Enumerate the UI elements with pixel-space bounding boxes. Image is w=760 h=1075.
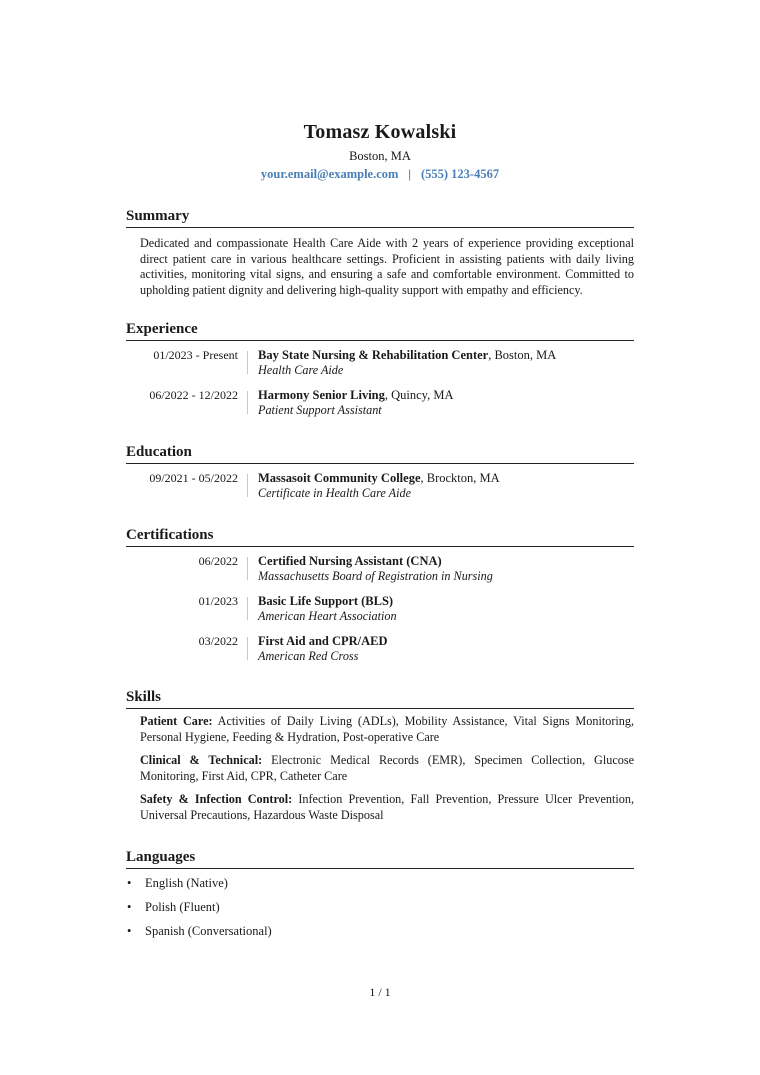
entry-divider [247, 597, 248, 620]
language-item [126, 900, 634, 924]
email-link[interactable]: your.email@example.com [260, 167, 399, 181]
entry-org: First Aid and CPR/AED [258, 634, 388, 648]
languages-section [126, 849, 634, 948]
page-number: 1 / 1 [369, 985, 391, 999]
summary-heading: Summary [126, 208, 634, 228]
entry-date: 06/2022 [198, 554, 238, 568]
entry-issuer: American Red Cross [258, 649, 359, 663]
entry-date: 09/2021 - 05/2022 [149, 471, 238, 485]
contact-separator: | [408, 167, 411, 181]
entry-divider [247, 557, 248, 580]
entry-place: , Brockton, MA [420, 471, 500, 485]
entry-date: 03/2022 [198, 634, 238, 648]
entry-role: Certificate in Health Care Aide [258, 486, 411, 500]
entry-place: , Boston, MA [488, 348, 557, 362]
skills-section [126, 689, 634, 831]
language-item [126, 876, 634, 900]
entry-title [258, 634, 388, 649]
certification-entry [126, 554, 634, 594]
skill-text: Electronic Medical Records (EMR), Specimen Collection, Glucose Monitoring, First Aid, CPR, Catheter Care [140, 753, 634, 783]
entry-org: Bay State Nursing & Rehabilitation Center [258, 348, 489, 362]
entry-title [258, 348, 556, 363]
entry-org: Certified Nursing Assistant (CNA) [258, 554, 442, 568]
skill-text: Infection Prevention, Fall Prevention, Pressure Ulcer Prevention, Universal Precautions, Hazardous Waste Disposal [140, 792, 634, 822]
entry-issuer: Massachusetts Board of Registration in Nursing [258, 569, 493, 583]
entry-divider [247, 391, 248, 414]
certification-entry [126, 594, 634, 634]
skill-text: Activities of Daily Living (ADLs), Mobility Assistance, Vital Signs Monitoring, Personal Hygiene, Feeding & Hydration, Post-operative Care [140, 714, 634, 744]
certification-entry [126, 634, 634, 674]
experience-entry [126, 388, 634, 428]
skill-group [140, 714, 634, 745]
bullet-icon: • [127, 924, 132, 938]
language-item [126, 924, 634, 948]
skill-label: Safety & Infection Control: [140, 792, 293, 806]
entry-divider [247, 474, 248, 497]
skill-group [140, 753, 634, 784]
bullet-icon: • [127, 900, 132, 914]
summary-text: Dedicated and compassionate Health Care Aide with 2 years of experience providing exceptional direct patient care in various healthcare settings. Proficient in assisting patients with daily living activities, monitoring vital signs, and ensuring a safe and comfortable environment. Committed to upholding patient dignity and delivering high-quality support with empathy and efficiency. [140, 236, 634, 297]
summary-section [126, 208, 634, 298]
entry-org: Harmony Senior Living [258, 388, 385, 402]
entry-place: , Quincy, MA [384, 388, 454, 402]
skill-label: Clinical & Technical: [140, 753, 263, 767]
education-heading: Education [126, 444, 634, 464]
entry-org: Massasoit Community College [258, 471, 421, 485]
certifications-heading: Certifications [126, 527, 634, 547]
skill-label: Patient Care: [140, 714, 213, 728]
entry-divider [247, 351, 248, 374]
experience-section [126, 321, 634, 428]
entry-divider [247, 637, 248, 660]
entry-title [258, 554, 442, 569]
entry-title [258, 388, 454, 403]
entry-date: 01/2023 [198, 594, 238, 608]
entry-org: Basic Life Support (BLS) [258, 594, 394, 608]
education-entry [126, 471, 634, 511]
skills-heading: Skills [126, 689, 634, 709]
entry-title [258, 471, 500, 486]
entry-date: 06/2022 - 12/2022 [149, 388, 238, 402]
languages-heading: Languages [126, 849, 634, 869]
phone-link[interactable]: (555) 123-4567 [420, 167, 500, 181]
entry-title [258, 594, 393, 609]
entry-role: Patient Support Assistant [258, 403, 382, 417]
language-text: Spanish (Conversational) [145, 924, 272, 938]
language-text: Polish (Fluent) [145, 900, 220, 914]
education-section [126, 444, 634, 511]
language-text: English (Native) [145, 876, 228, 890]
candidate-location: Boston, MA [349, 149, 411, 163]
candidate-name: Tomasz Kowalski [303, 121, 457, 143]
certifications-section [126, 527, 634, 674]
entry-role: Health Care Aide [258, 363, 344, 377]
bullet-icon: • [127, 876, 132, 890]
skill-group [140, 792, 634, 823]
experience-entry [126, 348, 634, 388]
contact-line [0, 167, 760, 182]
experience-heading: Experience [126, 321, 634, 341]
entry-issuer: American Heart Association [258, 609, 397, 623]
entry-date: 01/2023 - Present [153, 348, 238, 362]
